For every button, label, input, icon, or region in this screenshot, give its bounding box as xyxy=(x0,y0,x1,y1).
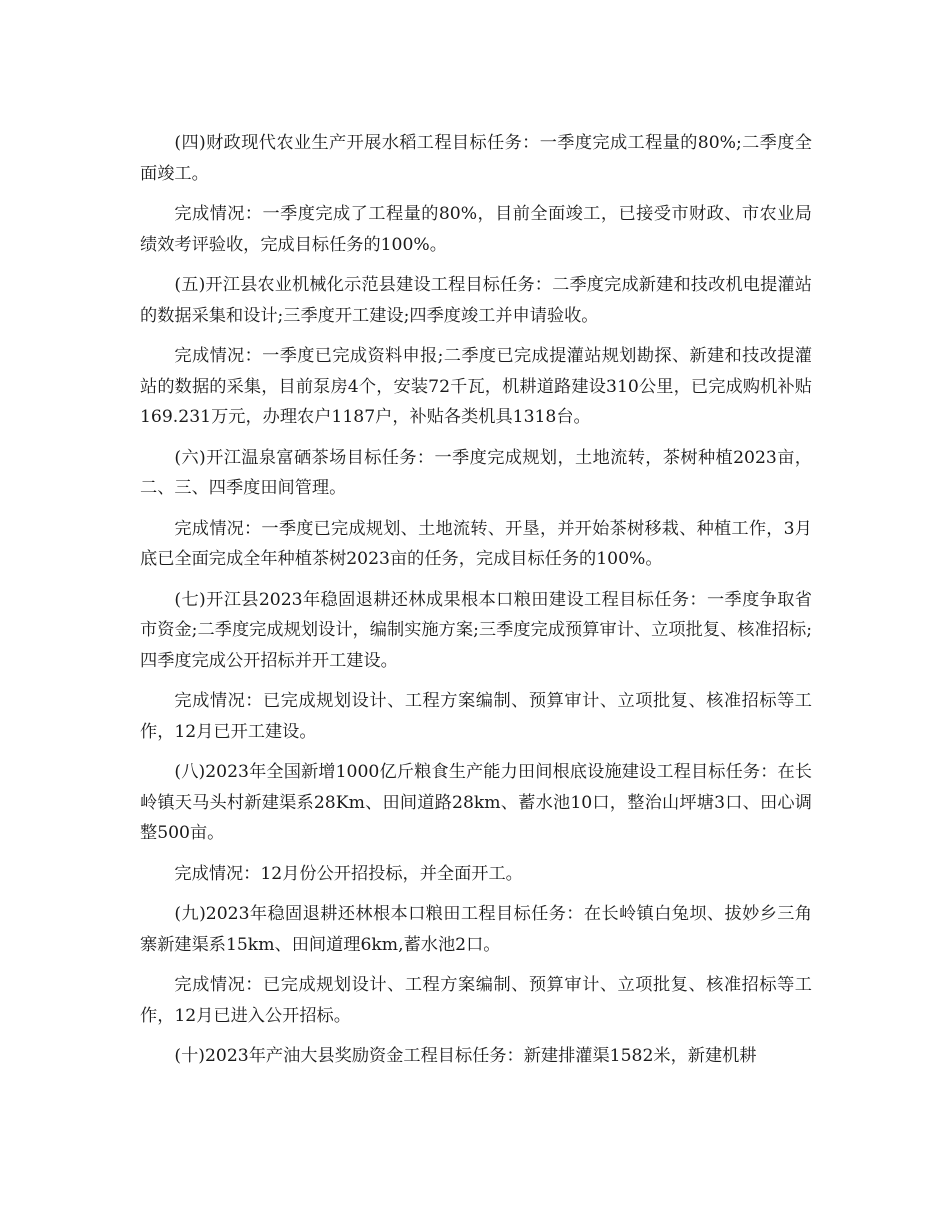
paragraph-status-6: 完成情况：一季度已完成规划、土地流转、开垦，并开始茶树移栽、种植工作，3月底已全面完成全年种植茶树2023亩的任务，完成目标任务的100%。 xyxy=(140,518,812,569)
paragraph-task-10: (十)2023年产油大县奖励资金工程目标任务：新建排灌渠1582米，新建机耕 xyxy=(174,1046,757,1066)
paragraph-status-4: 完成情况：一季度完成了工程量的80%，目前全面竣工，已接受市财政、市农业局绩效考评验收，完成目标任务的100%。 xyxy=(140,204,812,255)
paragraph-task-4: (四)财政现代农业生产开展水稻工程目标任务：一季度完成工程量的80%;二季度全面竣工。 xyxy=(140,133,812,184)
paragraph-status-9: 完成情况：已完成规划设计、工程方案编制、预算审计、立项批复、核准招标等工作，12月已进入公开招标。 xyxy=(140,975,812,1026)
paragraph-status-7: 完成情况：已完成规划设计、工程方案编制、预算审计、立项批复、核准招标等工作，12月已开工建设。 xyxy=(140,691,812,742)
paragraph-status-5: 完成情况：一季度已完成资料申报;二季度已完成提灌站规划勘探、新建和技改提灌站的数据的采集，目前泵房4个，安装72千瓦，机耕道路建设310公里，已完成购机补贴169.231万元，办理农户1187户，补贴各类机具1318台。 xyxy=(140,346,812,427)
paragraph-task-6: (六)开江温泉富硒茶场目标任务：一季度完成规划，土地流转，茶树种植2023亩，二、三、四季度田间管理。 xyxy=(140,447,812,498)
paragraph-status-8: 完成情况：12月份公开招投标，并全面开工。 xyxy=(174,863,523,884)
paragraph-task-5: (五)开江县农业机械化示范县建设工程目标任务：二季度完成新建和技改机电提灌站的数据采集和设计;三季度开工建设;四季度竣工并申请验收。 xyxy=(140,275,812,326)
paragraph-task-7: (七)开江县2023年稳固退耕还林成果根本口粮田建设工程目标任务：一季度争取省市资金;二季度完成规划设计，编制实施方案;三季度完成预算审计、立项批复、核准招标;四季度完成公开招标并开工建设。 xyxy=(140,589,812,671)
paragraph-task-9: (九)2023年稳固退耕还林根本口粮田工程目标任务：在长岭镇白兔坝、拔妙乡三角寨新建渠系15km、田间道理6km,蓄水池2口。 xyxy=(140,904,812,955)
paragraph-task-8: (八)2023年全国新增1000亿斤粮食生产能力田间根底设施建设工程目标任务：在长岭镇天马头村新建渠系28Km、田间道路28km、蓄水池10口，整治山坪塘3口、田心调整500亩。 xyxy=(140,762,812,843)
document-page xyxy=(140,128,812,1082)
